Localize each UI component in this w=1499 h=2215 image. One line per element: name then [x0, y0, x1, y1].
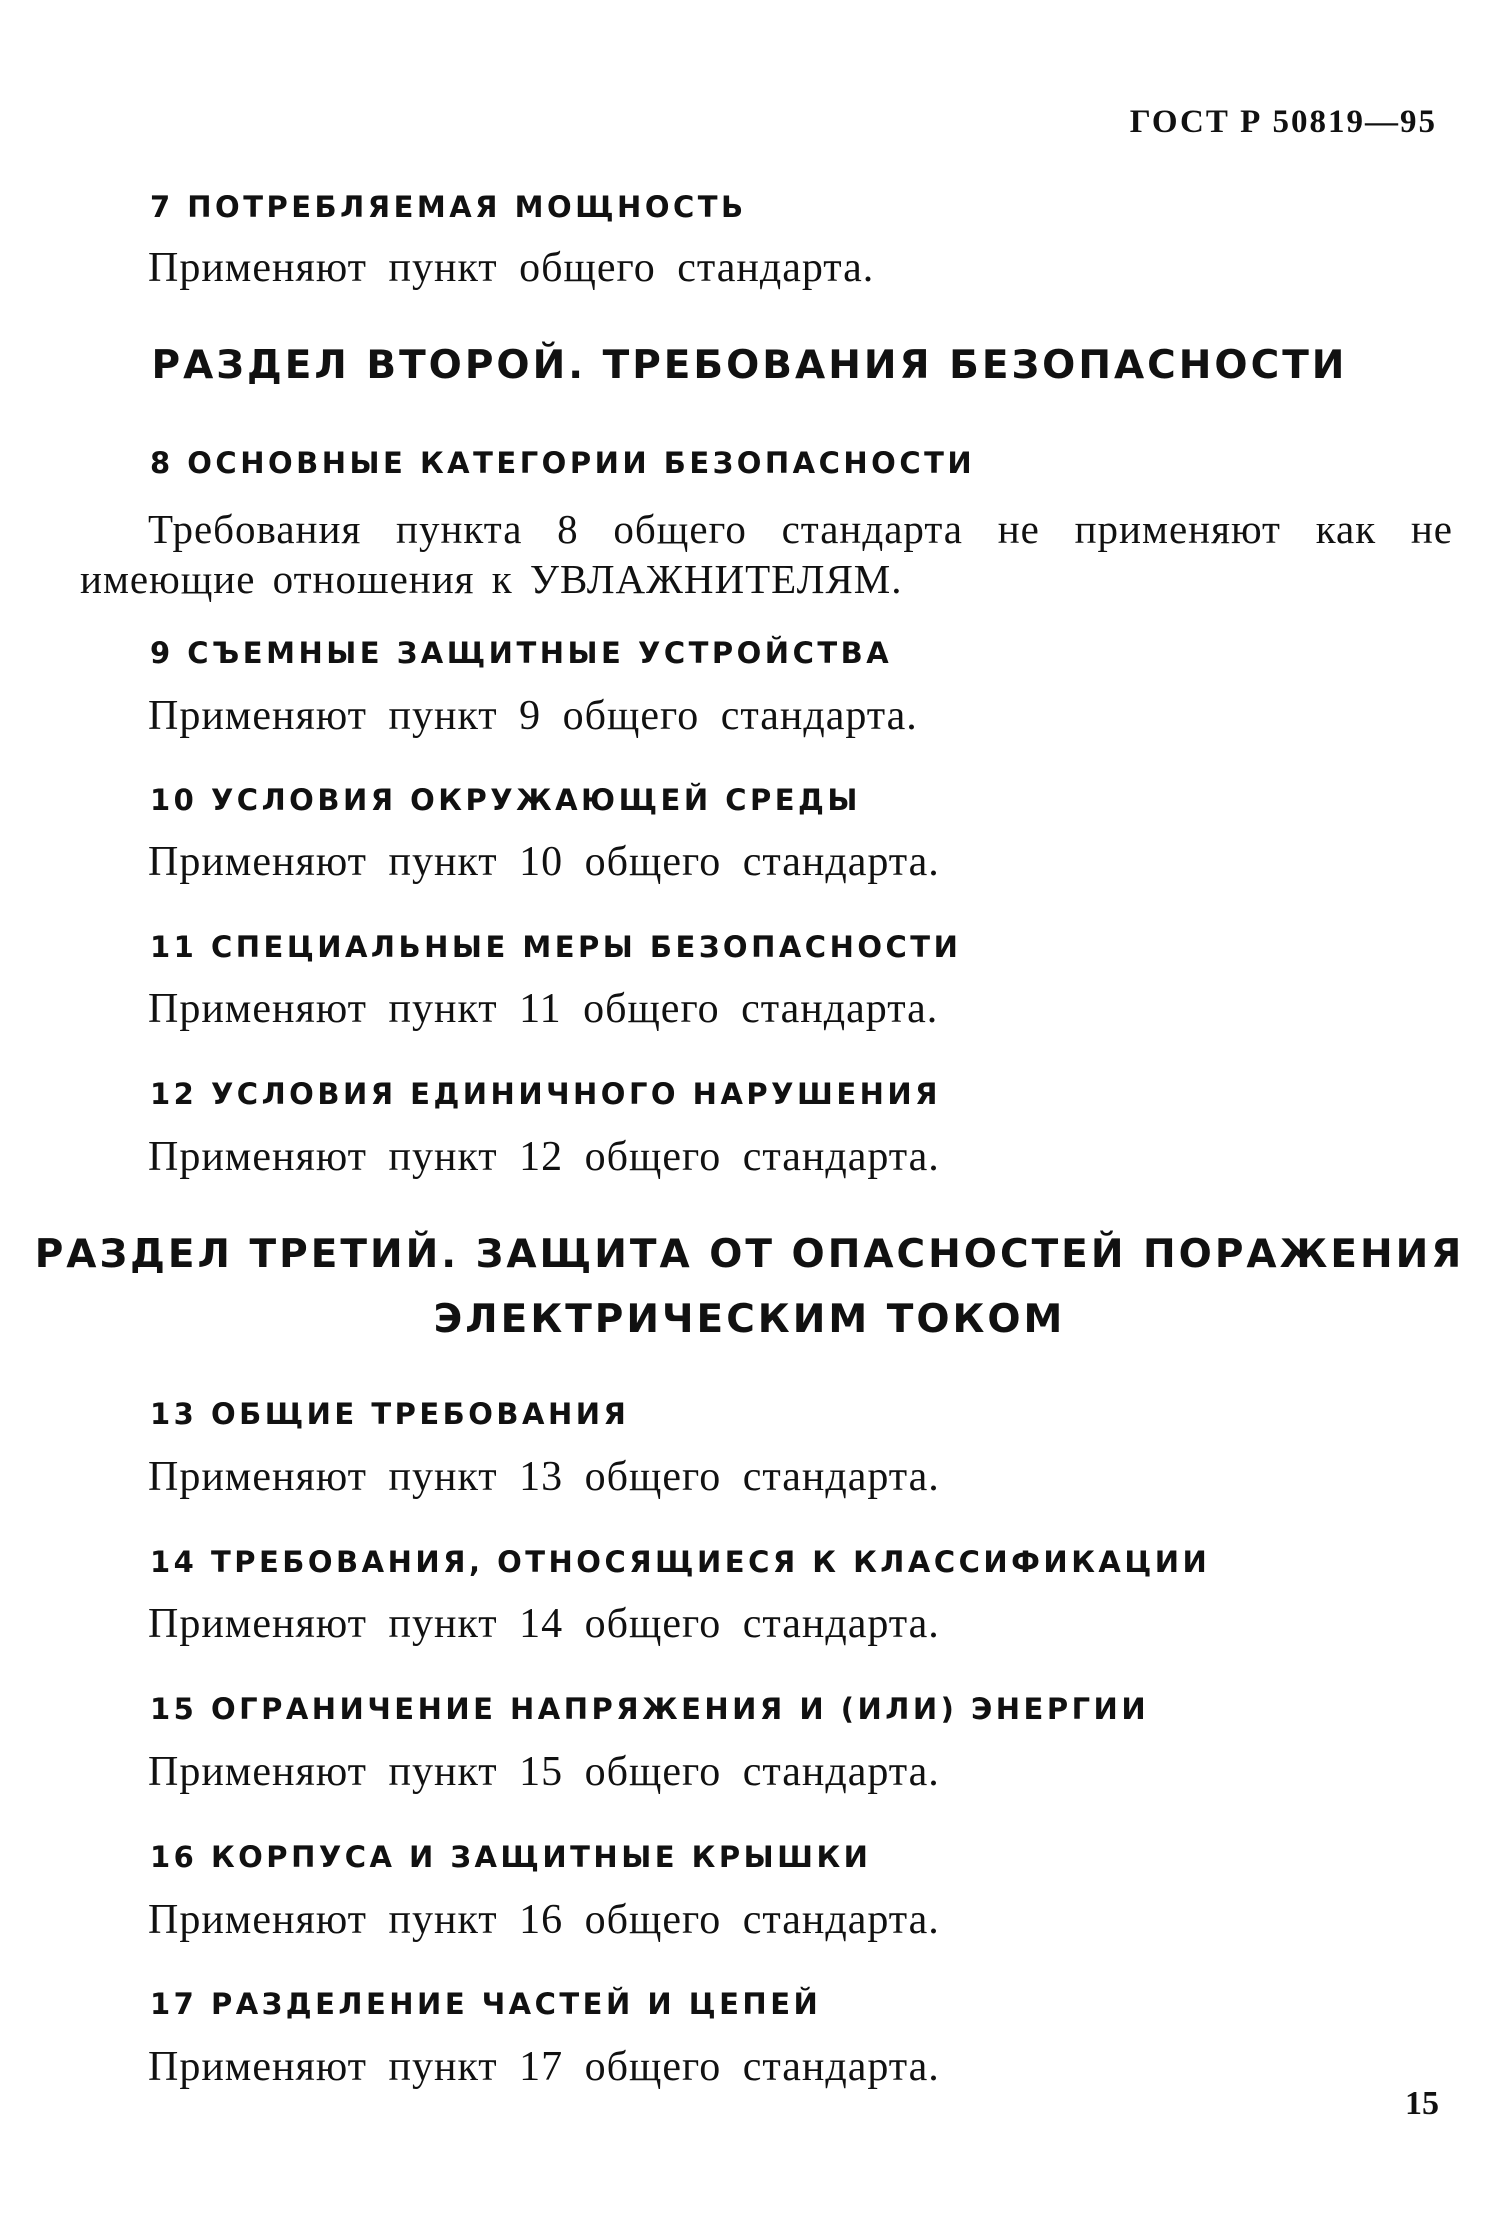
section-16-text: Применяют пункт 16 общего стандарта.	[148, 1897, 940, 1943]
section-12-text: Применяют пункт 12 общего стандарта.	[148, 1134, 940, 1180]
page-number: 15	[1405, 2085, 1439, 2122]
section-15-text: Применяют пункт 15 общего стандарта.	[148, 1749, 940, 1795]
section-13-text: Применяют пункт 13 общего стандарта.	[148, 1454, 940, 1500]
section-14-heading: 14 ТРЕБОВАНИЯ, ОТНОСЯЩИЕСЯ К КЛАССИФИКАЦИИ	[150, 1545, 1211, 1579]
part-3-title-line-1: РАЗДЕЛ ТРЕТИЙ. ЗАЩИТА ОТ ОПАСНОСТЕЙ ПОРАЖЕНИЯ	[34, 1232, 1465, 1277]
section-13-heading: 13 ОБЩИЕ ТРЕБОВАНИЯ	[150, 1397, 630, 1431]
section-8-text	[80, 504, 1453, 604]
section-10-text: Применяют пункт 10 общего стандарта.	[148, 839, 940, 885]
part-2-title: РАЗДЕЛ ВТОРОЙ. ТРЕБОВАНИЯ БЕЗОПАСНОСТИ	[151, 343, 1348, 388]
section-7-heading: 7 ПОТРЕБЛЯЕМАЯ МОЩНОСТЬ	[150, 190, 747, 224]
section-17-heading: 17 РАЗДЕЛЕНИЕ ЧАСТЕЙ И ЦЕПЕЙ	[150, 1987, 822, 2021]
section-16-heading: 16 КОРПУСА И ЗАЩИТНЫЕ КРЫШКИ	[150, 1840, 872, 1874]
section-8-heading: 8 ОСНОВНЫЕ КАТЕГОРИИ БЕЗОПАСНОСТИ	[150, 446, 976, 480]
section-8-text-line-1: Требования пункта 8 общего стандарта не применяют как не	[148, 506, 1453, 552]
part-3-title-line-2: ЭЛЕКТРИЧЕСКИМ ТОКОМ	[433, 1297, 1066, 1342]
section-11-text: Применяют пункт 11 общего стандарта.	[148, 986, 939, 1032]
section-14-text: Применяют пункт 14 общего стандарта.	[148, 1601, 940, 1647]
section-11-heading: 11 СПЕЦИАЛЬНЫЕ МЕРЫ БЕЗОПАСНОСТИ	[150, 930, 962, 964]
section-10-heading: 10 УСЛОВИЯ ОКРУЖАЮЩЕЙ СРЕДЫ	[150, 783, 861, 817]
section-12-heading: 12 УСЛОВИЯ ЕДИНИЧНОГО НАРУШЕНИЯ	[150, 1077, 942, 1111]
section-7-text: Применяют пункт общего стандарта.	[148, 245, 875, 291]
section-8-text-line-2: имеющие отношения к УВЛАЖНИТЕЛЯМ.	[80, 556, 903, 602]
section-17-text: Применяют пункт 17 общего стандарта.	[148, 2044, 940, 2090]
section-15-heading: 15 ОГРАНИЧЕНИЕ НАПРЯЖЕНИЯ И (ИЛИ) ЭНЕРГИИ	[150, 1692, 1150, 1726]
section-9-heading: 9 СЪЕМНЫЕ ЗАЩИТНЫЕ УСТРОЙСТВА	[150, 636, 893, 670]
document-id: ГОСТ Р 50819—95	[1129, 104, 1437, 140]
section-9-text: Применяют пункт 9 общего стандарта.	[148, 693, 918, 739]
